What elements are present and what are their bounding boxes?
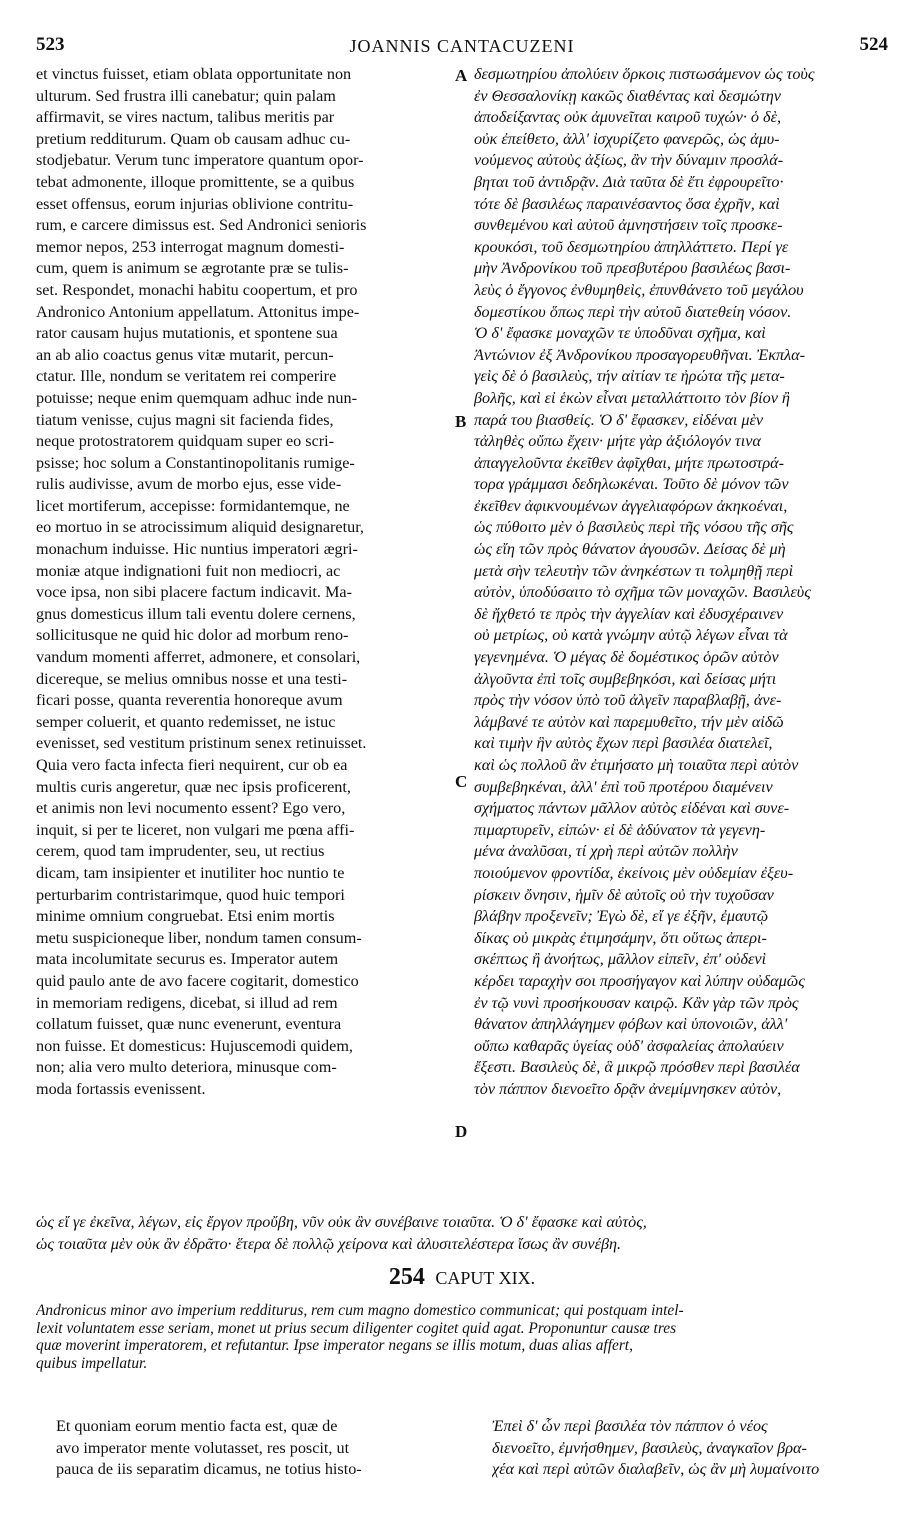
chapter-summary [36, 1302, 892, 1372]
latin-text-line: Andronico Antonium appellatum. Attonitus impe- [36, 302, 360, 321]
greek-text-line: κρουκόσι, τοῦ δεσμωτηρίου ἀπηλλάττετο. Περί γε [474, 237, 789, 256]
greek-text-line: πρὸς τὴν νόσον ὑπὸ τοῦ ἀλγεῖν παραβλαβῇ, ἀνε- [474, 691, 782, 710]
latin-text-line: cum, quem is animum se ægrotante præ se tulis- [36, 259, 349, 278]
greek-text-line: χέα καὶ περὶ αὐτῶν διαλαβεῖν, ὡς ἂν μὴ λυμαίνοιτο [492, 1460, 820, 1479]
latin-text-line: an ab alio coactus genus vitæ mutarit, percun- [36, 345, 334, 364]
greek-text-line: γεὶς δὲ ὁ βασιλεὺς, τήν αἰτίαν τε ἠρώτα τῆς μετα- [474, 367, 785, 386]
latin-text-line: stodjebatur. Verum tunc imperatore quantum opor- [36, 151, 364, 170]
greek-text-line: βηται τοῦ ἀντιδρᾷν. Διὰ ταῦτα δὲ ἔτι ἐφρουρεῖτο· [474, 172, 784, 191]
latin-text-line: non fuisse. Et domesticus: Hujuscemodi quidem, [36, 1036, 353, 1055]
latin-text-line: gnus domesticus illum tali eventu dolere cernens, [36, 604, 356, 623]
greek-text-line: δίκας οὐ μικρὰς ἐτιμησάμην, ὅτι οὕτως ἀπερι- [474, 928, 767, 947]
latin-text-line: Et quoniam eorum mentio facta est, quæ de [56, 1417, 338, 1435]
greek-text-line: ποιούμενον φροντίδα, ἐκείνοις μὲν οὐδεμίαν ἐξευ- [474, 863, 794, 882]
latin-text-line: minime omnium congruebat. Etsi enim mortis [36, 907, 335, 926]
greek-text-line: βλάβην προξενεῖν; Ἐγὼ δὲ, εἴ γε ἐξῆν, ἐμαυτῷ [474, 907, 769, 926]
latin-text-line: eo mortuo in se atrocissimum aliquid designaretur, [36, 518, 364, 537]
greek-text-line: οὔπω καθαρᾶς ὑγείας οὐδ' ἀσφαλείας ἀπολαύειν [474, 1036, 784, 1055]
latin-text-line: potuisse; neque enim quemquam adhuc inde nun- [36, 388, 357, 407]
latin-text-line: vandum momenti afferret, admonere, et consolari, [36, 648, 361, 667]
margin-marker-a: A [455, 66, 468, 85]
latin-text-line: collatum fuisset, quæ nunc evenerunt, eventura [36, 1015, 342, 1034]
latin-column [36, 64, 454, 1101]
latin-text-line: sollicitusque ne quid hic dolor ad morbum reno- [36, 626, 349, 645]
greek-text-line: τὸν πάππον διενοεῖτο δρᾷν ἀνεμίμνησκεν αὐτὸν, [474, 1079, 782, 1098]
latin-text-line: rator causam hujus mutationis, et spontene sua [36, 324, 338, 343]
greek-text-line: αὐτὸν, ὑποδύσαιτο τὸ σχῆμα τῶν μοναχῶν. Βασιλεὺς [474, 583, 811, 602]
margin-marker-b: B [455, 412, 467, 431]
greek-text-line: μένα ἀναλῦσαι, τί χρὴ περὶ αὐτῶν πολλὴν [474, 842, 738, 861]
greek-continuation [36, 1212, 892, 1255]
greek-text-line: οὐκ ἐπείθετο, ἀλλ' ἰσχυρίζετο φανερῶς, ὡς ἀμυ- [474, 129, 780, 148]
greek-text-line: μετὰ σὴν τελευτὴν τῶν ἀνηκέστων τι τολμηθῇ περὶ [474, 561, 794, 580]
greek-text-line: σκέπτως ἢ ἀνοήτως, μᾶλλον εἰπεῖν, ἐπ' οὐδενὶ [474, 950, 767, 969]
greek-text-line: ἔξεστι. Βασιλεὺς δὲ, ἃ μικρῷ πρόσθεν περὶ βασιλέα [474, 1058, 800, 1077]
latin-text-line: affirmavit, se vires nactum, talibus meritis par [36, 108, 335, 127]
chapter-number: 254 [388, 1264, 425, 1290]
greek-text-line: νούμενος αὐτοὺς ἀξίως, ἂν τὴν δύναμιν προσλά- [474, 151, 784, 170]
greek-text-line: πιμαρτυρεῖν, εἰπών· εἰ δὲ ἀδύνατον τὰ γεγενη- [474, 820, 766, 839]
latin-text-line: rum, e carcere dimissus est. Sed Andronici senioris [36, 216, 367, 235]
chapter-title: CAPUT XIX. [435, 1268, 536, 1288]
greek-text-line: ἐκεῖθεν ἀφικνουμένων ἀγγελιαφόρων ἀκηκοέναι, [474, 496, 788, 515]
latin-text-line: ficari posse, quanta reverentia honoreque avum [36, 691, 343, 710]
latin-text-line: moda fortassis evenissent. [36, 1079, 206, 1098]
latin-text-line: memor nepos, 253 interrogat magnum domesti- [36, 237, 345, 256]
latin-text-line: cerem, quod tam imprudenter, seu, ut rectius [36, 842, 325, 861]
greek-text-line: οὐ μετρίως, οὐ κατὰ γνώμην αὐτῷ λέγων εἶναι τὰ [474, 626, 788, 645]
chapter-heading [0, 1264, 924, 1291]
greek-text-line: ὡς εἴ γε ἐκεῖνα, λέγων, εἰς ἔργον προὔβη, νῦν οὐκ ἂν συνέβαινε τοιαῦτα. Ὁ δ' ἔφασκε καὶ αὐτὸς, [36, 1213, 647, 1231]
latin-text-line: quid paulo ante de avo facere cogitarit, domestico [36, 971, 359, 990]
greek-text-line: σχήματος πάντων μᾶλλον αὐτὸς εἰδέναι καὶ συνε- [474, 799, 790, 818]
running-title: JOANNIS CANTACUZENI [349, 36, 575, 56]
latin-text-line: tebat admonente, illoque promittente, se a quibus [36, 172, 355, 191]
greek-text-line: ἐν τῷ νυνὶ προσήκουσαν καιρῷ. Κἂν γὰρ τῶν πρὸς [474, 993, 799, 1012]
greek-text-line: μὴν Ἀνδρονίκου τοῦ πρεσβυτέρου βασιλέως βασι- [474, 259, 791, 278]
greek-text-line: δεσμωτηρίου ἀπολύειν ὅρκοις πιστωσάμενον ὡς τοὺς [474, 65, 815, 83]
latin-text-line: rulis audivisse, avum de morbo ejus, esse vide- [36, 475, 342, 494]
greek-text-line: δὲ ἤχθετό τε πρὸς τὴν ἀγγελίαν καὶ ἐδυσχέραινεν [474, 604, 784, 623]
latin-text-line: pretium redditurum. Quam ob causam adhuc cu- [36, 129, 351, 148]
greek-text-line: συνθεμένου καὶ αὐτοῦ ἀμνηστήσειν τοῖς προσκε- [474, 216, 783, 235]
greek-text-line: ὡς πύθοιτο μὲν ὁ βασιλεὺς περὶ τῆς νόσου τῆς σῆς [474, 518, 794, 537]
summary-line: quibus impellatur. [36, 1354, 148, 1372]
latin-text-line: et animis non levi nocumento essent? Ego vero, [36, 799, 346, 818]
greek-text-line: τορα γράμμασι δεδηλωκέναι. Τοῦτο δὲ μόνον τῶν [474, 475, 789, 494]
latin-text-line: non; alia vero multo deteriora, minusque com- [36, 1058, 337, 1077]
greek-text-line: βολῆς, καὶ εἰ ἑκὼν εἶναι μεταλλάττοιτο τὸν βίον ἢ [474, 388, 790, 407]
greek-text-line: Ὁ δ' ἔφασκε μοναχῶν τε ὑποδῦναι σχῆμα, καὶ [474, 324, 766, 343]
greek-text-line: κέρδει ταραχὴν σοι προσήγαγον καὶ λύπην οὐδαμῶς [474, 971, 805, 990]
latin-text-line: dicam, tam insipienter et inutiliter hoc nuntio te [36, 863, 345, 882]
greek-text-line: τότε δὲ βασιλέως παραινέσαντος ὅσα ἐχρῆν, καὶ [474, 194, 780, 213]
greek-text-line: συμβεβηκέναι, ἀλλ' ἐπὶ τοῦ προτέρου διαμένειν [474, 777, 773, 796]
latin-text-line: dicereque, se melius omnibus nosse et una testi- [36, 669, 348, 688]
greek-text-line: καὶ τιμὴν ἣν αὐτὸς ἔχων περὶ βασιλέα διατελεῖ, [474, 734, 773, 753]
margin-marker-d: D [455, 1122, 468, 1141]
greek-text-line: ἀλγοῦντα ἐπὶ τοῖς συμβεβηκόσι, καὶ δείσας μήτι [474, 669, 777, 688]
greek-text-line: διενοεῖτο, ἐμνήσθημεν, βασιλεὺς, ἀναγκαῖον βρα- [492, 1438, 807, 1457]
latin-text-line: monachum induisse. Hic nuntius imperatori ægri- [36, 540, 358, 559]
greek-text-line: λεὺς ὁ ἔγγονος ἐνθυμηθεὶς, ἐπυνθάνετο τοῦ μεγάλου [474, 280, 804, 299]
latin-text-line: evenisset, sed vestitum pristinum senex retinuisset. [36, 734, 367, 753]
latin-text-line: esset offensus, eorum injurias oblivione contritu- [36, 194, 354, 213]
greek-text-line: ἀποδείξαντας οὐκ ἀμυνεῖται καιροῦ τυχών· ὁ δὲ, [474, 108, 782, 127]
greek-text-line: παρά του βιασθείς. Ὁ δ' ἔφασκεν, εἰδέναι μὲν [474, 410, 764, 429]
greek-text-line: ὡς τοιαῦτα μὲν οὐκ ἂν ἐδρᾶτο· ἕτερα δὲ πολλῷ χείρονα καὶ ἀλυσιτελέστερα ἴσως ἂν συνέβη. [36, 1234, 622, 1253]
greek-text-line: Ἀντώνιον ἐξ Ἀνδρονίκου προσαγορευθῆναι. Ἐκπλα- [474, 345, 806, 364]
latin-text-line: inquit, si per te liceret, non vulgari me pœna affi- [36, 820, 355, 839]
greek-text-line: ρίσκειν ὄνησιν, ἡμῖν δὲ αὐτοῖς οὐ τὴν τυχοῦσαν [474, 885, 774, 904]
greek-text-line: δομεστίκου ὅπως περὶ τὴν αὐτοῦ διατεθείη νόσον. [474, 302, 792, 321]
page-header [36, 34, 888, 62]
latin-text-line: in memoriam redigens, dicebat, si illud ad rem [36, 993, 338, 1012]
greek-text-line: ἀπαγγελοῦντα ἐκεῖθεν ἀφῖχθαι, μήτε πρωτοστρά- [474, 453, 784, 472]
greek-text-line: Ἐπεὶ δ' ὧν περὶ βασιλέα τὸν πάππον ὁ νέος [492, 1417, 768, 1435]
greek-text-line: γεγενημένα. Ὁ μέγας δὲ δομέστικος ὁρῶν αὐτὸν [474, 648, 779, 667]
latin-text-line: mata incolumitate securus es. Imperator autem [36, 950, 339, 969]
greek-text-line: ὡς εἴη τῶν πρὸς θάνατον ἀγουσῶν. Δείσας δὲ μὴ [474, 540, 786, 559]
greek-text-line: ἐν Θεσσαλονίκῃ κακῶς διαθέντας καὶ δεσμώτην [474, 86, 781, 105]
greek-text-line: τἀληθὲς οὔπω ἔχειν· μήτε γὰρ ἀξιόλογόν τινα [474, 432, 761, 451]
latin-text-line: perturbarim contristarimque, quod huic tempori [36, 885, 345, 904]
latin-text-line: ctatur. Ille, nondum se veritatem rei comperire [36, 367, 337, 386]
latin-text-line: set. Respondet, monachi habitu coopertum, et pro [36, 280, 358, 299]
latin-text-line: voce ipsa, non sibi placere factum indicavit. Ma- [36, 583, 352, 602]
margin-marker-c: C [455, 772, 468, 791]
latin-text-line: Quia vero facta infecta fieri nequirent, cur ob ea [36, 756, 348, 774]
summary-line: quæ moverint imperatorem, et refutantur. Ipse imperator negans se illis motum, duas alias affert, [36, 1337, 633, 1355]
greek-text-line: καὶ ὡς πολλοῦ ἂν ἐτιμήσατο μὴ τοιαῦτα περὶ αὐτὸν [474, 756, 799, 774]
latin-text-line: neque protostratorem quidquam super eo scri- [36, 432, 335, 451]
chapter-greek-text [492, 1416, 892, 1481]
latin-text-line: pauca de iis separatim dicamus, ne totius histo- [56, 1460, 362, 1479]
latin-text-line: moniæ atque indignationi fuit non mediocri, ac [36, 561, 341, 580]
page-number-left: 523 [36, 34, 65, 55]
summary-line: Andronicus minor avo imperium redditurus, rem cum magno domestico communicat; qui postquam intel- [36, 1302, 684, 1319]
latin-text-line: licet mortiferum, accepisse: formidantemque, ne [36, 496, 350, 515]
summary-line: lexit voluntatem esse seriam, monet ut prius secum diligenter cogitet quid agat. Proponuntur causæ tres [36, 1319, 677, 1337]
latin-text-line: semper coluerit, et quanto redemisset, ne istuc [36, 712, 336, 731]
latin-text-line: psisse; hoc solum a Constantinopolitanis rumige- [36, 453, 355, 472]
latin-text-line: tiatum venisse, cujus magni sit facienda fides, [36, 410, 334, 429]
chapter-latin-text [56, 1416, 456, 1481]
latin-text-line: metu suspicioneque liber, nondum tamen consum- [36, 928, 362, 947]
greek-column [474, 64, 892, 1101]
latin-text-line: multis curis angeretur, quæ nec ipsis proficerent, [36, 777, 351, 796]
latin-text-line: avo imperator mente volutasset, res poscit, ut [56, 1438, 350, 1457]
page-number-right: 524 [859, 34, 888, 55]
latin-text-line: et vinctus fuisset, etiam oblata opportunitate non [36, 65, 352, 83]
greek-text-line: λάμβανέ τε αὐτὸν καὶ παρεμυθεῖτο, τήν μὲν αἰδῶ [474, 712, 784, 731]
greek-text-line: θάνατον ἀπηλλάγημεν φόβων καὶ ὑπονοιῶν, ἀλλ' [474, 1015, 788, 1034]
latin-text-line: ulturum. Sed frustra illi canebatur; quin palam [36, 86, 336, 105]
